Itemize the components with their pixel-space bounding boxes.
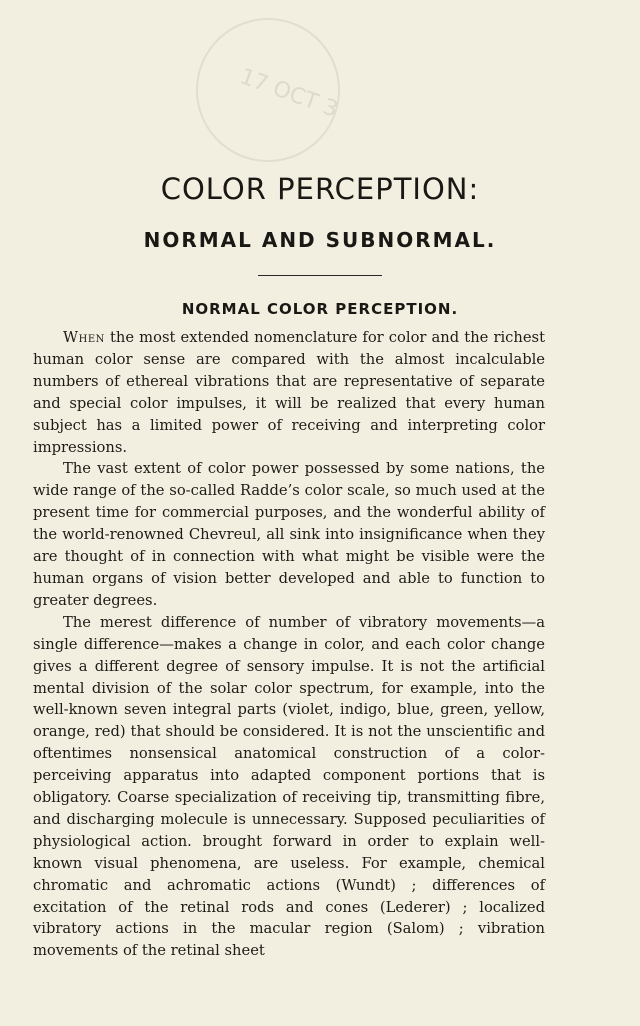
paragraph-1	[33, 327, 545, 458]
paragraph-1-text: the most extended nomenclature for color and the richest human color sense are compared with the almost incalculable numbers of ethereal vibrations that are representative of separate and special color impulses, it will be realized that every human subject has a limited power of receiving and interpreting color impressions.	[33, 329, 545, 456]
body-text	[33, 327, 545, 962]
page-subtitle: NORMAL AND SUBNORMAL.	[143, 228, 497, 252]
paragraph-3: The merest difference of number of vibratory movements—a single difference—makes a change in color, and each color change gives a different degree of sensory impulse. It is not the artificial mental division of the solar color spectrum, for example, into the well-known seven integral parts (violet, indigo, blue, green, yellow, orange, red) that should be considered. It is not the unscientific and oftentimes nonsensical anatomical construction of a color-perceiving apparatus into adapted component portions that is obligatory. Coarse specialization of receiving tip, transmitting fibre, and discharging molecule is unnecessary. Supposed peculiarities of physiological action. brought forward in order to explain well-known visual phenomena, are useless. For example, chemical chromatic and achromatic actions (Wundt) ; differences of excitation of the retinal rods and cones (Lederer) ; localized vibratory actions in the macular region (Salom) ; vibration movements of the retinal sheet	[33, 613, 545, 960]
library-stamp-text: 17 OCT 3	[236, 64, 342, 123]
page-title: COLOR PERCEPTION:	[160, 172, 480, 206]
title-divider	[258, 275, 382, 276]
section-heading: NORMAL COLOR PERCEPTION.	[181, 300, 459, 318]
library-stamp	[187, 9, 350, 172]
paragraph-1-lead-word: When	[63, 329, 105, 346]
paragraph-2: The vast extent of color power possessed by some nations, the wide range of the so-called Radde’s color scale, so much used at the present time for commercial purposes, and the wonderful ability of the world-renowned Chevreul, all sink into insignificance when they are thought of in connection with what might be visible were the human organs of vision better developed and able to function to greater degrees.	[33, 460, 545, 609]
